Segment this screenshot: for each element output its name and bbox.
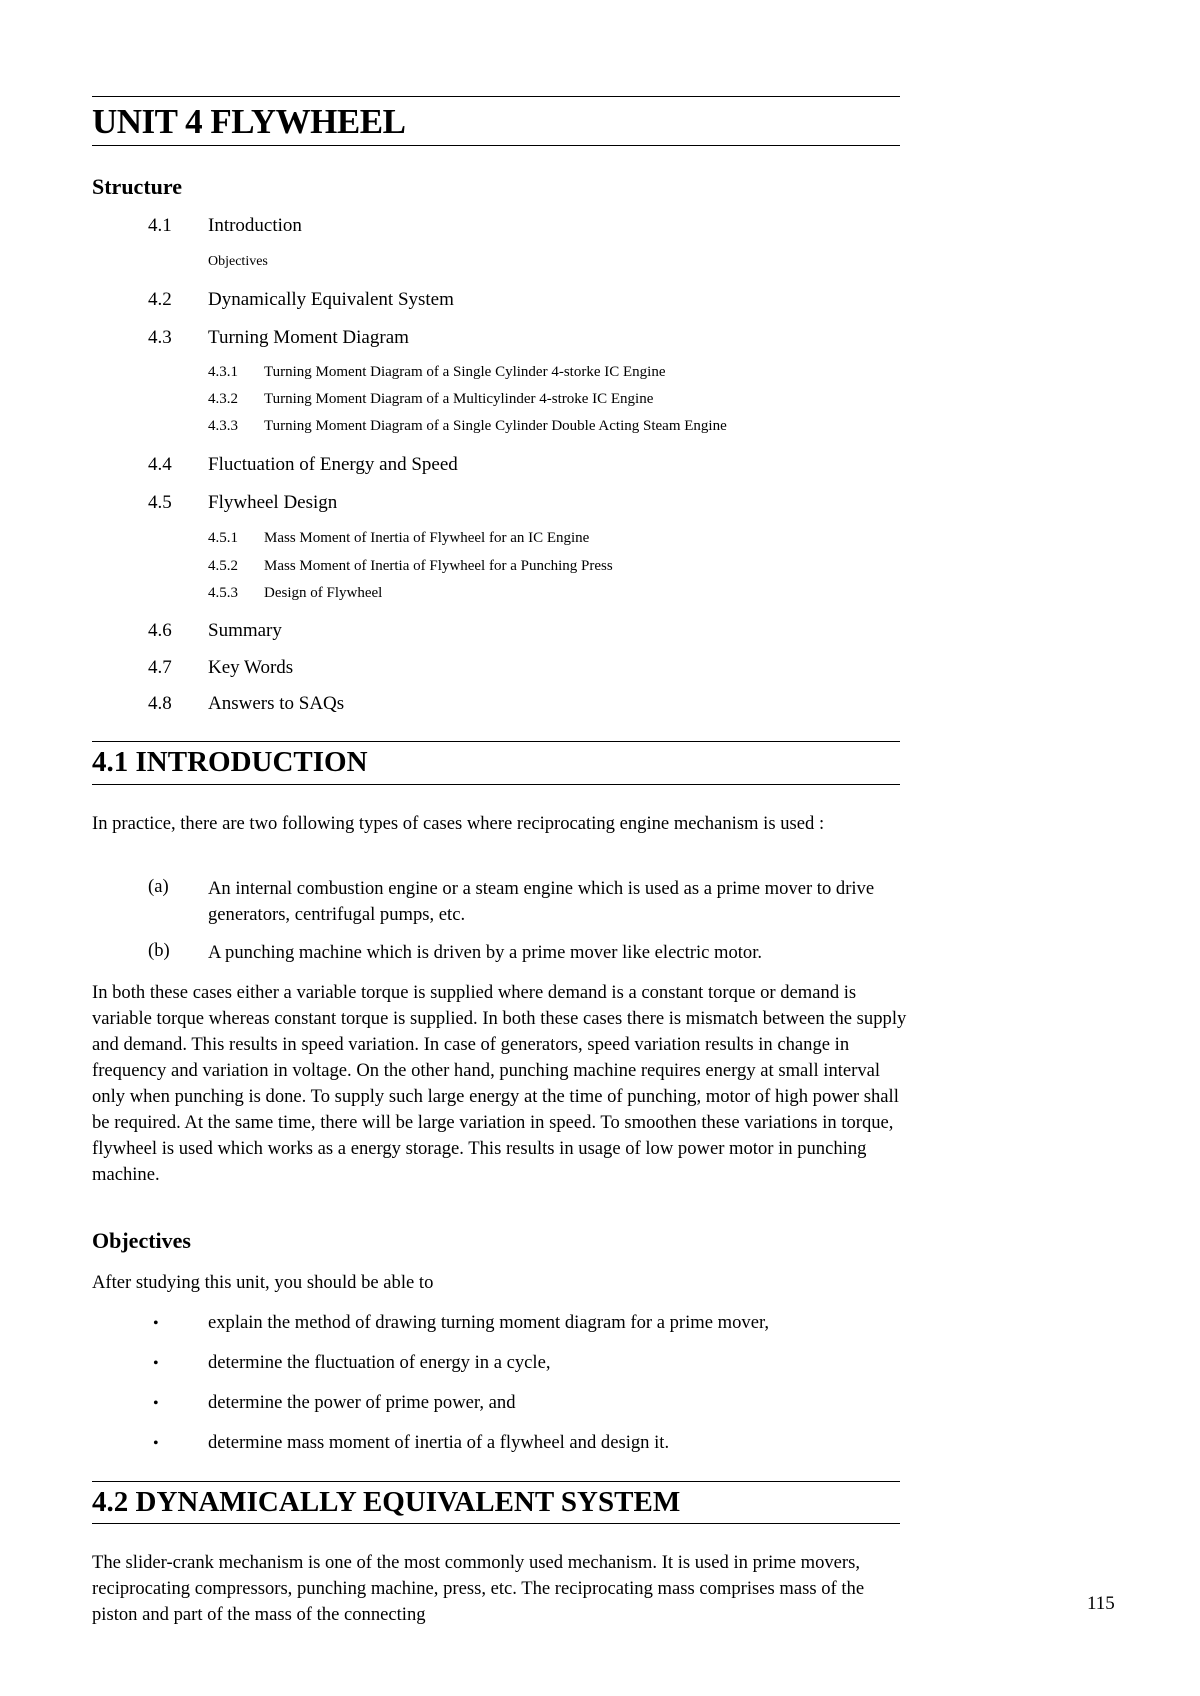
toc-sub-number: 4.5.3 [208, 585, 238, 601]
list-item: determine the fluctuation of energy in a cycle, [208, 1352, 551, 1373]
bullet-icon: • [153, 1315, 159, 1332]
section-rule-bottom [92, 1523, 900, 1524]
list-item: determine the power of prime power, and [208, 1392, 516, 1413]
title-rule-bottom [92, 145, 900, 146]
toc-number: 4.5 [148, 492, 172, 513]
intro-body-paragraph: In both these cases either a variable torque is supplied where demand is a constant torque or demand is variable torque whereas constant torque is supplied. In both these cases there is mismatch between the supply and demand. This results in speed variation. In case of generators, speed variation results in change in frequency and variation in voltage. On the other hand, punching machine requires energy at small interval only when punching is done. To supply such large energy at the time of punching, motor of high power shall be required. At the same time, there will be large variation in speed. To smoothen these variations in torque, flywheel is used which works as a energy storage. This results in usage of low power motor in punching machine. [92, 982, 907, 1185]
title-rule-top [92, 96, 900, 97]
toc-number: 4.1 [148, 215, 172, 236]
toc-sub-number: 4.3.1 [208, 364, 238, 380]
toc-sub-number: 4.5.2 [208, 558, 238, 574]
toc-entry: Dynamically Equivalent System [208, 289, 454, 310]
toc-entry: Key Words [208, 657, 294, 678]
objectives-heading: Objectives [92, 1228, 191, 1253]
list-item-text: A punching machine which is driven by a prime mover like electric motor. [208, 942, 763, 963]
section-title-dynamically-equivalent-system: 4.2 DYNAMICALLY EQUIVALENT SYSTEM [92, 1486, 681, 1518]
bullet-icon: • [153, 1355, 159, 1372]
list-item-text: An internal combustion engine or a steam engine which is used as a prime mover to drive generators, centrifugal pumps, etc. [208, 878, 875, 925]
toc-number: 4.3 [148, 327, 172, 348]
unit-title: UNIT 4 FLYWHEEL [92, 102, 406, 141]
section-rule-bottom [92, 784, 900, 785]
bullet-icon: • [153, 1435, 159, 1452]
toc-entry: Turning Moment Diagram [208, 327, 409, 348]
section2-paragraph: The slider-crank mechanism is one of the most commonly used mechanism. It is used in prime movers, reciprocating compressors, punching machine, press, etc. The reciprocating mass comprises mass of the piston and part of the mass of the connecting [92, 1552, 865, 1625]
section-rule-top [92, 1481, 900, 1482]
intro-paragraph: In practice, there are two following types of cases where reciprocating engine mechanism is used : [92, 813, 825, 834]
toc-entry: Fluctuation of Energy and Speed [208, 454, 458, 475]
toc-number: 4.4 [148, 454, 172, 475]
toc-number: 4.2 [148, 289, 172, 310]
toc-entry: Summary [208, 620, 282, 641]
section-rule-top [92, 741, 900, 742]
toc-entry: Introduction [208, 215, 302, 236]
toc-number: 4.8 [148, 693, 172, 714]
toc-sub-entry: Turning Moment Diagram of a Multicylinder 4-stroke IC Engine [264, 391, 654, 407]
section-title-introduction: 4.1 INTRODUCTION [92, 746, 368, 778]
toc-sub-entry: Turning Moment Diagram of a Single Cylinder 4-storke IC Engine [264, 364, 666, 380]
toc-sub-number: 4.5.1 [208, 530, 238, 546]
toc-number: 4.7 [148, 657, 172, 678]
toc-sub-entry: Design of Flywheel [264, 585, 383, 601]
objectives-lead: After studying this unit, you should be able to [92, 1272, 434, 1293]
bullet-icon: • [153, 1395, 159, 1412]
list-item: explain the method of drawing turning moment diagram for a prime mover, [208, 1312, 770, 1333]
page-number: 115 [1087, 1593, 1115, 1614]
toc-sub-number: 4.3.3 [208, 418, 238, 434]
toc-sub-entry: Turning Moment Diagram of a Single Cylinder Double Acting Steam Engine [264, 418, 727, 434]
list-item: determine mass moment of inertia of a flywheel and design it. [208, 1432, 670, 1453]
toc-entry: Answers to SAQs [208, 693, 345, 714]
toc-entry: Flywheel Design [208, 492, 338, 513]
toc-sub-number: 4.3.2 [208, 391, 238, 407]
toc-sub-label: Objectives [208, 254, 268, 269]
toc-sub-entry: Mass Moment of Inertia of Flywheel for a Punching Press [264, 558, 613, 574]
list-item-label: (a) [148, 876, 169, 897]
list-item-label: (b) [148, 940, 170, 961]
toc-number: 4.6 [148, 620, 172, 641]
toc-sub-entry: Mass Moment of Inertia of Flywheel for an IC Engine [264, 530, 590, 546]
structure-heading: Structure [92, 174, 183, 199]
